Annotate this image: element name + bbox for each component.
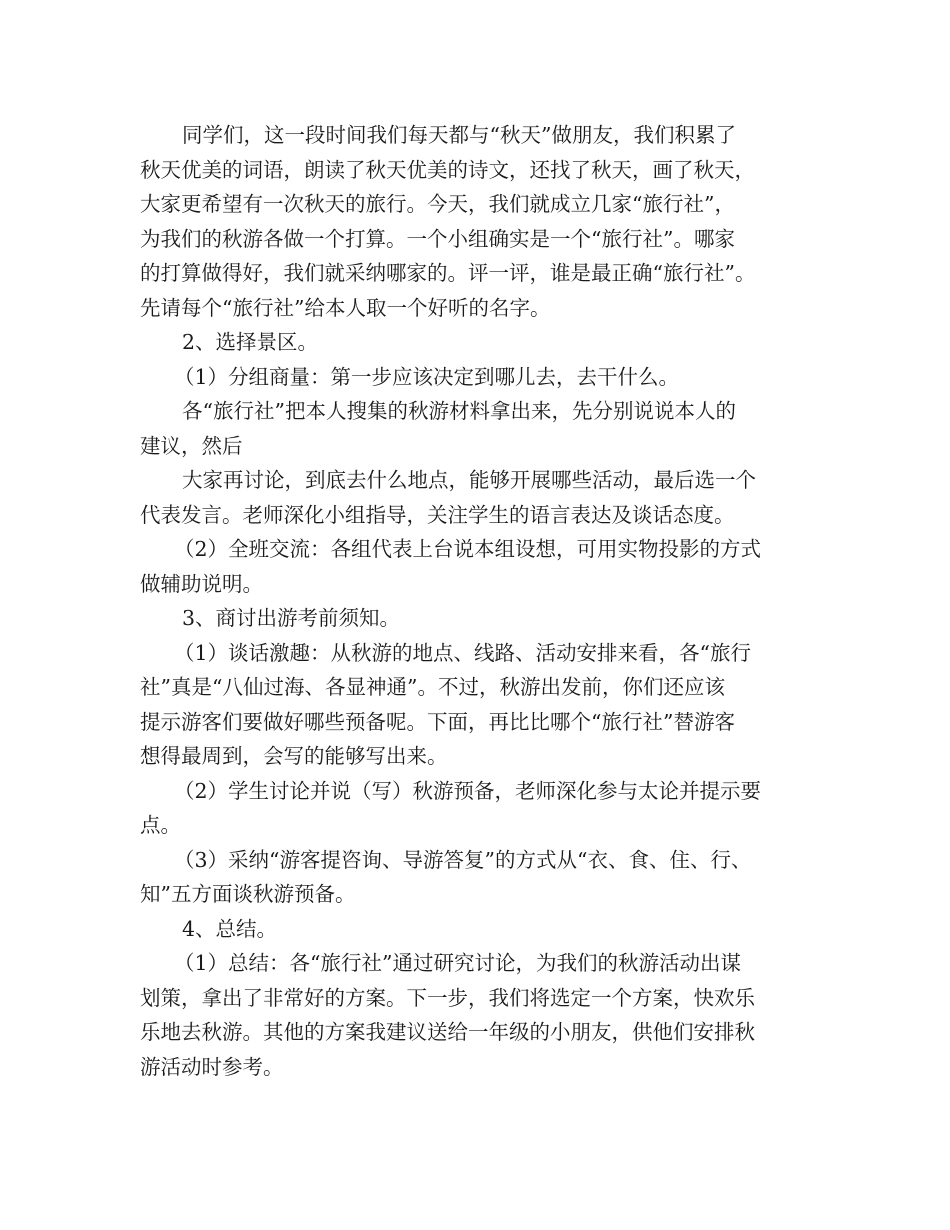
paragraph <box>140 636 830 774</box>
text-line: 代表发言。老师深化小组指导，关注学生的语言表达及谈话态度。 <box>140 502 735 527</box>
text-line: （1）分组商量：第一步应该决定到哪儿去，去干什么。 <box>174 364 680 389</box>
text-line: （1）谈话激趣：从秋游的地点、线路、活动安排来看，各“旅行 <box>174 640 752 665</box>
document-body <box>140 118 830 1084</box>
text-line: （3）采纳“游客提咨询、导游答复”的方式从“衣、食、住、行、 <box>174 847 752 872</box>
paragraph <box>140 843 830 912</box>
text-line: （2）学生讨论并说（写）秋游预备，老师深化参与太论并提示要 <box>174 778 762 803</box>
text-line: 为我们的秋游各做一个打算。一个小组确实是一个“旅行社”。哪家 <box>140 226 735 251</box>
paragraph <box>140 774 830 843</box>
text-line: 2、选择景区。 <box>182 330 319 354</box>
text-line: 各“旅行社”把本人搜集的秋游材料拿出来，先分别说说本人的 <box>182 399 736 423</box>
text-line: 4、总结。 <box>182 916 278 941</box>
document-page <box>140 118 830 1084</box>
text-line: 同学们，这一段时间我们每天都与“秋天”做朋友，我们积累了 <box>182 123 736 147</box>
text-line: 的打算做得好，我们就采纳哪家的。评一评，谁是最正确“旅行社”。 <box>140 261 756 285</box>
text-line: 社”真是“八仙过海、各显神通”。不过，秋游出发前，你们还应该 <box>140 675 725 699</box>
text-line: 建议，然后 <box>140 433 243 458</box>
text-line: 大家更希望有一次秋天的旅行。今天，我们就成立几家“旅行社”， <box>140 192 735 216</box>
text-line: 划策，拿出了非常好的方案。下一步，我们将选定一个方案，快欢乐 <box>140 985 755 1010</box>
text-line: 做辅助说明。 <box>140 571 263 596</box>
text-line: 3、商讨出游考前须知。 <box>182 606 401 630</box>
paragraph <box>140 946 830 1084</box>
paragraph <box>140 394 830 463</box>
paragraph <box>140 463 830 532</box>
paragraph <box>140 360 830 395</box>
text-line: 点。 <box>140 813 181 837</box>
text-line: 先请每个“旅行社”给本人取一个好听的名字。 <box>140 295 551 320</box>
paragraph <box>140 118 830 325</box>
text-line: 想得最周到，会写的能够写出来。 <box>140 744 448 768</box>
paragraph <box>140 325 830 360</box>
text-line: 秋天优美的词语，朗读了秋天优美的诗文，还找了秋天，画了秋天， <box>140 157 755 182</box>
text-line: （1）总结：各“旅行社”通过研究讨论，为我们的秋游活动出谋 <box>174 951 742 975</box>
text-line: 乐地去秋游。其他的方案我建议送给一年级的小朋友，供他们安排秋 <box>140 1020 755 1044</box>
text-line: 知”五方面谈秋游预备。 <box>140 882 356 906</box>
text-line: 游活动时参考。 <box>140 1054 284 1079</box>
paragraph <box>140 532 830 601</box>
text-line: 大家再讨论，到底去什么地点，能够开展哪些活动，最后选一个 <box>182 468 756 492</box>
paragraph <box>140 912 830 947</box>
paragraph <box>140 601 830 636</box>
text-line: 提示游客们要做好哪些预备呢。下面，再比比哪个“旅行社”替游客 <box>140 709 735 734</box>
text-line: （2）全班交流：各组代表上台说本组设想，可用实物投影的方式 <box>174 537 762 561</box>
